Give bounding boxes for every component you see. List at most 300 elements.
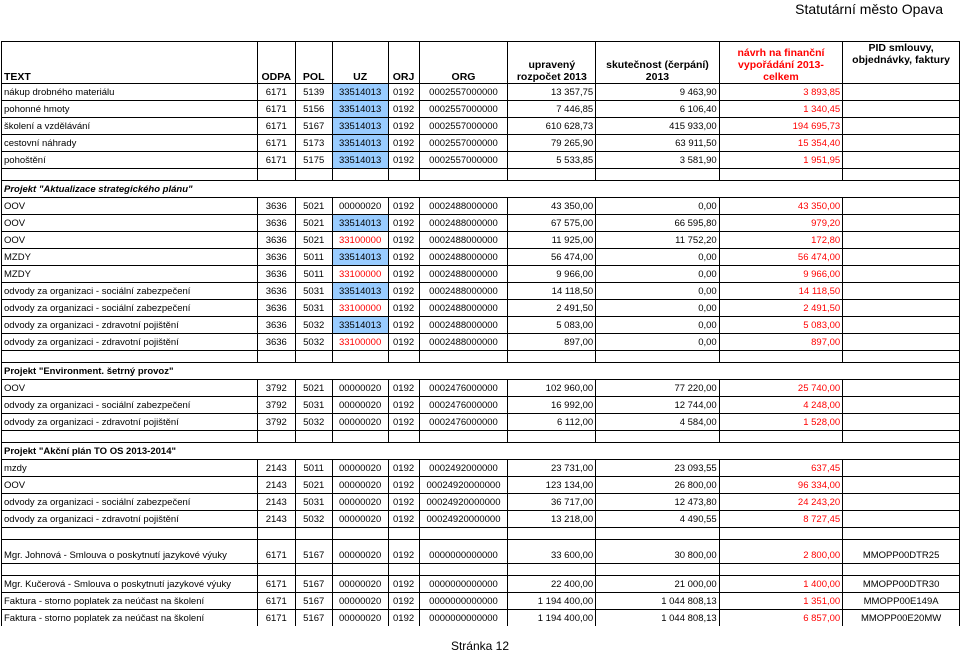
org-cell: 0002492000000: [419, 460, 508, 477]
uz-cell: 33100000: [332, 334, 388, 351]
spacer-row: [2, 431, 960, 443]
table-row: [2, 135, 960, 152]
skutecnost-cell: 12 473,80: [596, 494, 719, 511]
pol-cell: 5167: [295, 593, 332, 610]
empty-cell: [295, 564, 332, 576]
navrh-cell: 8 727,45: [719, 511, 842, 528]
pid-cell: MMOPP00DTR25: [843, 540, 960, 564]
odpa-cell: 6171: [257, 576, 295, 593]
skutecnost-cell: 1 044 808,13: [596, 610, 719, 627]
org-cell: 0002488000000: [419, 198, 508, 215]
pol-cell: 5011: [295, 460, 332, 477]
pol-cell: 5139: [295, 84, 332, 101]
orj-cell: 0192: [388, 576, 419, 593]
upraveny-cell: 11 925,00: [508, 232, 596, 249]
pid-cell: [843, 511, 960, 528]
pid-cell: [843, 380, 960, 397]
org-cell: 0002557000000: [419, 118, 508, 135]
empty-cell: [2, 528, 258, 540]
skutecnost-cell: 26 800,00: [596, 477, 719, 494]
uz-cell: 33100000: [332, 300, 388, 317]
empty-cell: [257, 431, 295, 443]
col-skutecnost: skutečnost (čerpání) 2013: [596, 42, 719, 84]
empty-cell: [508, 564, 596, 576]
odpa-cell: 3636: [257, 266, 295, 283]
pid-cell: [843, 215, 960, 232]
uz-cell: 00000020: [332, 511, 388, 528]
col-upraveny: upravený rozpočet 2013: [508, 42, 596, 84]
pol-cell: 5032: [295, 334, 332, 351]
upraveny-cell: 33 600,00: [508, 540, 596, 564]
navrh-cell: 979,20: [719, 215, 842, 232]
orj-cell: 0192: [388, 397, 419, 414]
org-cell: 00024920000000: [419, 477, 508, 494]
odpa-cell: 6171: [257, 135, 295, 152]
orj-cell: 0192: [388, 84, 419, 101]
uz-cell: 33514013: [332, 101, 388, 118]
org-cell: 0002488000000: [419, 334, 508, 351]
upraveny-cell: 23 731,00: [508, 460, 596, 477]
upraveny-cell: 1 194 400,00: [508, 610, 596, 627]
navrh-cell: 1 340,45: [719, 101, 842, 118]
skutecnost-cell: 63 911,50: [596, 135, 719, 152]
empty-cell: [419, 528, 508, 540]
empty-cell: [257, 169, 295, 181]
odpa-cell: 6171: [257, 118, 295, 135]
org-cell: 0002488000000: [419, 300, 508, 317]
navrh-cell: 14 118,50: [719, 283, 842, 300]
odpa-cell: 3636: [257, 317, 295, 334]
table-row: [2, 576, 960, 593]
orj-cell: 0192: [388, 477, 419, 494]
navrh-cell: 1 951,95: [719, 152, 842, 169]
navrh-cell: 5 083,00: [719, 317, 842, 334]
odpa-cell: 3792: [257, 380, 295, 397]
odpa-cell: 3636: [257, 334, 295, 351]
upraveny-cell: 9 966,00: [508, 266, 596, 283]
empty-cell: [2, 169, 258, 181]
text-cell: školení a vzdělávání: [2, 118, 258, 135]
text-cell: cestovní náhrady: [2, 135, 258, 152]
text-cell: odvody za organizaci - sociální zabezpečení: [2, 494, 258, 511]
table-header-row: [2, 42, 960, 84]
text-cell: OOV: [2, 232, 258, 249]
uz-cell: 00000020: [332, 593, 388, 610]
empty-cell: [508, 431, 596, 443]
empty-cell: [295, 431, 332, 443]
org-cell: 0002488000000: [419, 317, 508, 334]
pid-cell: [843, 460, 960, 477]
uz-cell: 00000020: [332, 540, 388, 564]
spacer-row: [2, 564, 960, 576]
odpa-cell: 2143: [257, 494, 295, 511]
navrh-cell: 25 740,00: [719, 380, 842, 397]
table-row: [2, 249, 960, 266]
skutecnost-cell: 3 581,90: [596, 152, 719, 169]
empty-cell: [719, 431, 842, 443]
orj-cell: 0192: [388, 152, 419, 169]
pol-cell: 5032: [295, 317, 332, 334]
empty-cell: [719, 169, 842, 181]
uz-cell: 33514013: [332, 118, 388, 135]
org-cell: 0002557000000: [419, 101, 508, 118]
empty-cell: [257, 351, 295, 363]
table-row: [2, 494, 960, 511]
navrh-cell: 194 695,73: [719, 118, 842, 135]
pol-cell: 5032: [295, 414, 332, 431]
org-cell: 00024920000000: [419, 494, 508, 511]
orj-cell: 0192: [388, 317, 419, 334]
skutecnost-cell: 0,00: [596, 317, 719, 334]
text-cell: odvody za organizaci - zdravotní pojištění: [2, 511, 258, 528]
skutecnost-cell: 77 220,00: [596, 380, 719, 397]
navrh-cell: 56 474,00: [719, 249, 842, 266]
empty-cell: [596, 564, 719, 576]
orj-cell: 0192: [388, 232, 419, 249]
upraveny-cell: 1 194 400,00: [508, 593, 596, 610]
pid-cell: MMOPP00E149A: [843, 593, 960, 610]
navrh-cell: 6 857,00: [719, 610, 842, 627]
skutecnost-cell: 30 800,00: [596, 540, 719, 564]
pid-cell: [843, 249, 960, 266]
empty-cell: [719, 528, 842, 540]
empty-cell: [332, 169, 388, 181]
pol-cell: 5021: [295, 198, 332, 215]
pid-cell: [843, 300, 960, 317]
navrh-cell: 43 350,00: [719, 198, 842, 215]
section-title-row: [2, 181, 960, 198]
table-row: [2, 84, 960, 101]
pol-cell: 5031: [295, 300, 332, 317]
table-row: [2, 610, 960, 627]
empty-cell: [295, 528, 332, 540]
orj-cell: 0192: [388, 101, 419, 118]
navrh-cell: 15 354,40: [719, 135, 842, 152]
navrh-cell: 1 400,00: [719, 576, 842, 593]
uz-cell: 00000020: [332, 494, 388, 511]
table-row: [2, 215, 960, 232]
pol-cell: 5011: [295, 249, 332, 266]
text-cell: mzdy: [2, 460, 258, 477]
empty-cell: [332, 351, 388, 363]
text-cell: pohonné hmoty: [2, 101, 258, 118]
pol-cell: 5175: [295, 152, 332, 169]
pol-cell: 5167: [295, 540, 332, 564]
navrh-cell: 96 334,00: [719, 477, 842, 494]
odpa-cell: 2143: [257, 477, 295, 494]
pol-cell: 5167: [295, 118, 332, 135]
pid-cell: MMOPP00E20MW: [843, 610, 960, 627]
empty-cell: [257, 528, 295, 540]
spacer-row: [2, 528, 960, 540]
spacer-row: [2, 351, 960, 363]
text-cell: OOV: [2, 198, 258, 215]
text-cell: OOV: [2, 380, 258, 397]
upraveny-cell: 5 083,00: [508, 317, 596, 334]
empty-cell: [508, 528, 596, 540]
uz-cell: 00000020: [332, 610, 388, 627]
pid-cell: [843, 266, 960, 283]
orj-cell: 0192: [388, 593, 419, 610]
pol-cell: 5021: [295, 215, 332, 232]
orj-cell: 0192: [388, 266, 419, 283]
orj-cell: 0192: [388, 334, 419, 351]
uz-cell: 33514013: [332, 84, 388, 101]
empty-cell: [257, 564, 295, 576]
empty-cell: [295, 169, 332, 181]
empty-cell: [508, 351, 596, 363]
empty-cell: [295, 351, 332, 363]
text-cell: pohoštění: [2, 152, 258, 169]
org-cell: 0002488000000: [419, 232, 508, 249]
empty-cell: [843, 431, 960, 443]
table-row: [2, 460, 960, 477]
navrh-cell: 897,00: [719, 334, 842, 351]
table-row: [2, 152, 960, 169]
pol-cell: 5011: [295, 266, 332, 283]
empty-cell: [508, 169, 596, 181]
upraveny-cell: 22 400,00: [508, 576, 596, 593]
pid-cell: [843, 84, 960, 101]
section-title: Projekt "Environment. šetrný provoz": [2, 363, 960, 380]
budget-table: [1, 41, 960, 626]
org-cell: 0002488000000: [419, 249, 508, 266]
org-cell: 0002476000000: [419, 380, 508, 397]
org-cell: 0002557000000: [419, 84, 508, 101]
orj-cell: 0192: [388, 249, 419, 266]
org-cell: 00024920000000: [419, 511, 508, 528]
empty-cell: [388, 431, 419, 443]
text-cell: odvody za organizaci - zdravotní pojištění: [2, 334, 258, 351]
page-footer: Stránka 12: [450, 639, 510, 653]
col-org: ORG: [419, 42, 508, 84]
odpa-cell: 2143: [257, 511, 295, 528]
skutecnost-cell: 0,00: [596, 334, 719, 351]
uz-cell: 00000020: [332, 414, 388, 431]
uz-cell: 00000020: [332, 380, 388, 397]
navrh-cell: 637,45: [719, 460, 842, 477]
uz-cell: 00000020: [332, 576, 388, 593]
empty-cell: [388, 528, 419, 540]
text-cell: nákup drobného materiálu: [2, 84, 258, 101]
odpa-cell: 3792: [257, 397, 295, 414]
pol-cell: 5031: [295, 397, 332, 414]
pid-cell: MMOPP00DTR30: [843, 576, 960, 593]
skutecnost-cell: 4 490,55: [596, 511, 719, 528]
pol-cell: 5021: [295, 380, 332, 397]
table-row: [2, 397, 960, 414]
table-row: [2, 232, 960, 249]
col-pid: PID smlouvy, objednávky, faktury: [843, 42, 960, 84]
empty-cell: [419, 431, 508, 443]
upraveny-cell: 102 960,00: [508, 380, 596, 397]
col-orj: ORJ: [388, 42, 419, 84]
upraveny-cell: 16 992,00: [508, 397, 596, 414]
empty-cell: [388, 351, 419, 363]
odpa-cell: 6171: [257, 540, 295, 564]
empty-cell: [388, 169, 419, 181]
table-row: [2, 540, 960, 564]
orj-cell: 0192: [388, 215, 419, 232]
skutecnost-cell: 415 933,00: [596, 118, 719, 135]
col-text: TEXT: [2, 42, 258, 84]
table-row: [2, 283, 960, 300]
odpa-cell: 3636: [257, 198, 295, 215]
org-cell: 0002488000000: [419, 283, 508, 300]
pid-cell: [843, 232, 960, 249]
orj-cell: 0192: [388, 300, 419, 317]
empty-cell: [332, 431, 388, 443]
empty-cell: [332, 528, 388, 540]
table-row: [2, 317, 960, 334]
pid-cell: [843, 477, 960, 494]
skutecnost-cell: 0,00: [596, 283, 719, 300]
section-title-row: [2, 443, 960, 460]
pol-cell: 5167: [295, 610, 332, 627]
org-cell: 0000000000000: [419, 610, 508, 627]
uz-cell: 33514013: [332, 135, 388, 152]
uz-cell: 33514013: [332, 215, 388, 232]
pol-cell: 5031: [295, 494, 332, 511]
empty-cell: [843, 169, 960, 181]
pol-cell: 5173: [295, 135, 332, 152]
pol-cell: 5032: [295, 511, 332, 528]
skutecnost-cell: 1 044 808,13: [596, 593, 719, 610]
section-title-row: [2, 363, 960, 380]
table-row: [2, 198, 960, 215]
pid-cell: [843, 118, 960, 135]
skutecnost-cell: 9 463,90: [596, 84, 719, 101]
skutecnost-cell: 0,00: [596, 300, 719, 317]
empty-cell: [596, 431, 719, 443]
empty-cell: [719, 351, 842, 363]
text-cell: odvody za organizaci - zdravotní pojištění: [2, 414, 258, 431]
upraveny-cell: 36 717,00: [508, 494, 596, 511]
pid-cell: [843, 101, 960, 118]
empty-cell: [419, 564, 508, 576]
upraveny-cell: 13 357,75: [508, 84, 596, 101]
odpa-cell: 3636: [257, 283, 295, 300]
upraveny-cell: 5 533,85: [508, 152, 596, 169]
text-cell: Faktura - storno poplatek za neúčast na školení: [2, 593, 258, 610]
org-cell: 0000000000000: [419, 593, 508, 610]
orj-cell: 0192: [388, 460, 419, 477]
orj-cell: 0192: [388, 198, 419, 215]
empty-cell: [419, 351, 508, 363]
uz-cell: 00000020: [332, 460, 388, 477]
uz-cell: 33514013: [332, 317, 388, 334]
text-cell: OOV: [2, 215, 258, 232]
table-row: [2, 380, 960, 397]
org-cell: 0002476000000: [419, 397, 508, 414]
col-odpa: ODPA: [257, 42, 295, 84]
text-cell: odvody za organizaci - sociální zabezpečení: [2, 397, 258, 414]
odpa-cell: 6171: [257, 593, 295, 610]
skutecnost-cell: 23 093,55: [596, 460, 719, 477]
empty-cell: [2, 351, 258, 363]
section-title: Projekt "Aktualizace strategického plánu": [2, 181, 960, 198]
pid-cell: [843, 494, 960, 511]
orj-cell: 0192: [388, 414, 419, 431]
text-cell: odvody za organizaci - sociální zabezpečení: [2, 300, 258, 317]
odpa-cell: 3792: [257, 414, 295, 431]
text-cell: odvody za organizaci - sociální zabezpečení: [2, 283, 258, 300]
pid-cell: [843, 397, 960, 414]
upraveny-cell: 67 575,00: [508, 215, 596, 232]
skutecnost-cell: 21 000,00: [596, 576, 719, 593]
org-cell: 0002557000000: [419, 135, 508, 152]
empty-cell: [332, 564, 388, 576]
table-row: [2, 266, 960, 283]
skutecnost-cell: 66 595,80: [596, 215, 719, 232]
pid-cell: [843, 152, 960, 169]
org-cell: 0002476000000: [419, 414, 508, 431]
navrh-cell: 3 893,85: [719, 84, 842, 101]
upraveny-cell: 6 112,00: [508, 414, 596, 431]
pol-cell: 5031: [295, 283, 332, 300]
pol-cell: 5167: [295, 576, 332, 593]
pid-cell: [843, 334, 960, 351]
navrh-cell: 1 351,00: [719, 593, 842, 610]
empty-cell: [843, 564, 960, 576]
org-cell: 0002488000000: [419, 215, 508, 232]
org-cell: 0000000000000: [419, 576, 508, 593]
skutecnost-cell: 4 584,00: [596, 414, 719, 431]
orj-cell: 0192: [388, 610, 419, 627]
skutecnost-cell: 11 752,20: [596, 232, 719, 249]
table-row: [2, 300, 960, 317]
orj-cell: 0192: [388, 511, 419, 528]
col-uz: UZ: [332, 42, 388, 84]
navrh-cell: 2 491,50: [719, 300, 842, 317]
uz-cell: 00000020: [332, 477, 388, 494]
text-cell: Faktura - storno poplatek za neúčast na školení: [2, 610, 258, 627]
spacer-row: [2, 169, 960, 181]
uz-cell: 33514013: [332, 249, 388, 266]
upraveny-cell: 123 134,00: [508, 477, 596, 494]
table-row: [2, 101, 960, 118]
skutecnost-cell: 12 744,00: [596, 397, 719, 414]
pid-cell: [843, 414, 960, 431]
upraveny-cell: 43 350,00: [508, 198, 596, 215]
skutecnost-cell: 0,00: [596, 249, 719, 266]
pid-cell: [843, 135, 960, 152]
table-row: [2, 118, 960, 135]
navrh-cell: 172,80: [719, 232, 842, 249]
uz-cell: 33514013: [332, 283, 388, 300]
navrh-cell: 1 528,00: [719, 414, 842, 431]
pid-cell: [843, 317, 960, 334]
empty-cell: [843, 528, 960, 540]
text-cell: Mgr. Johnová - Smlouva o poskytnutí jazykové výuky: [2, 540, 258, 564]
odpa-cell: 6171: [257, 84, 295, 101]
skutecnost-cell: 0,00: [596, 266, 719, 283]
empty-cell: [388, 564, 419, 576]
uz-cell: 00000020: [332, 198, 388, 215]
upraveny-cell: 897,00: [508, 334, 596, 351]
table-row: [2, 477, 960, 494]
empty-cell: [2, 431, 258, 443]
uz-cell: 33100000: [332, 232, 388, 249]
pol-cell: 5021: [295, 232, 332, 249]
org-cell: 0002488000000: [419, 266, 508, 283]
pid-cell: [843, 283, 960, 300]
table-row: [2, 334, 960, 351]
odpa-cell: 3636: [257, 249, 295, 266]
pol-cell: 5156: [295, 101, 332, 118]
orj-cell: 0192: [388, 135, 419, 152]
empty-cell: [596, 169, 719, 181]
